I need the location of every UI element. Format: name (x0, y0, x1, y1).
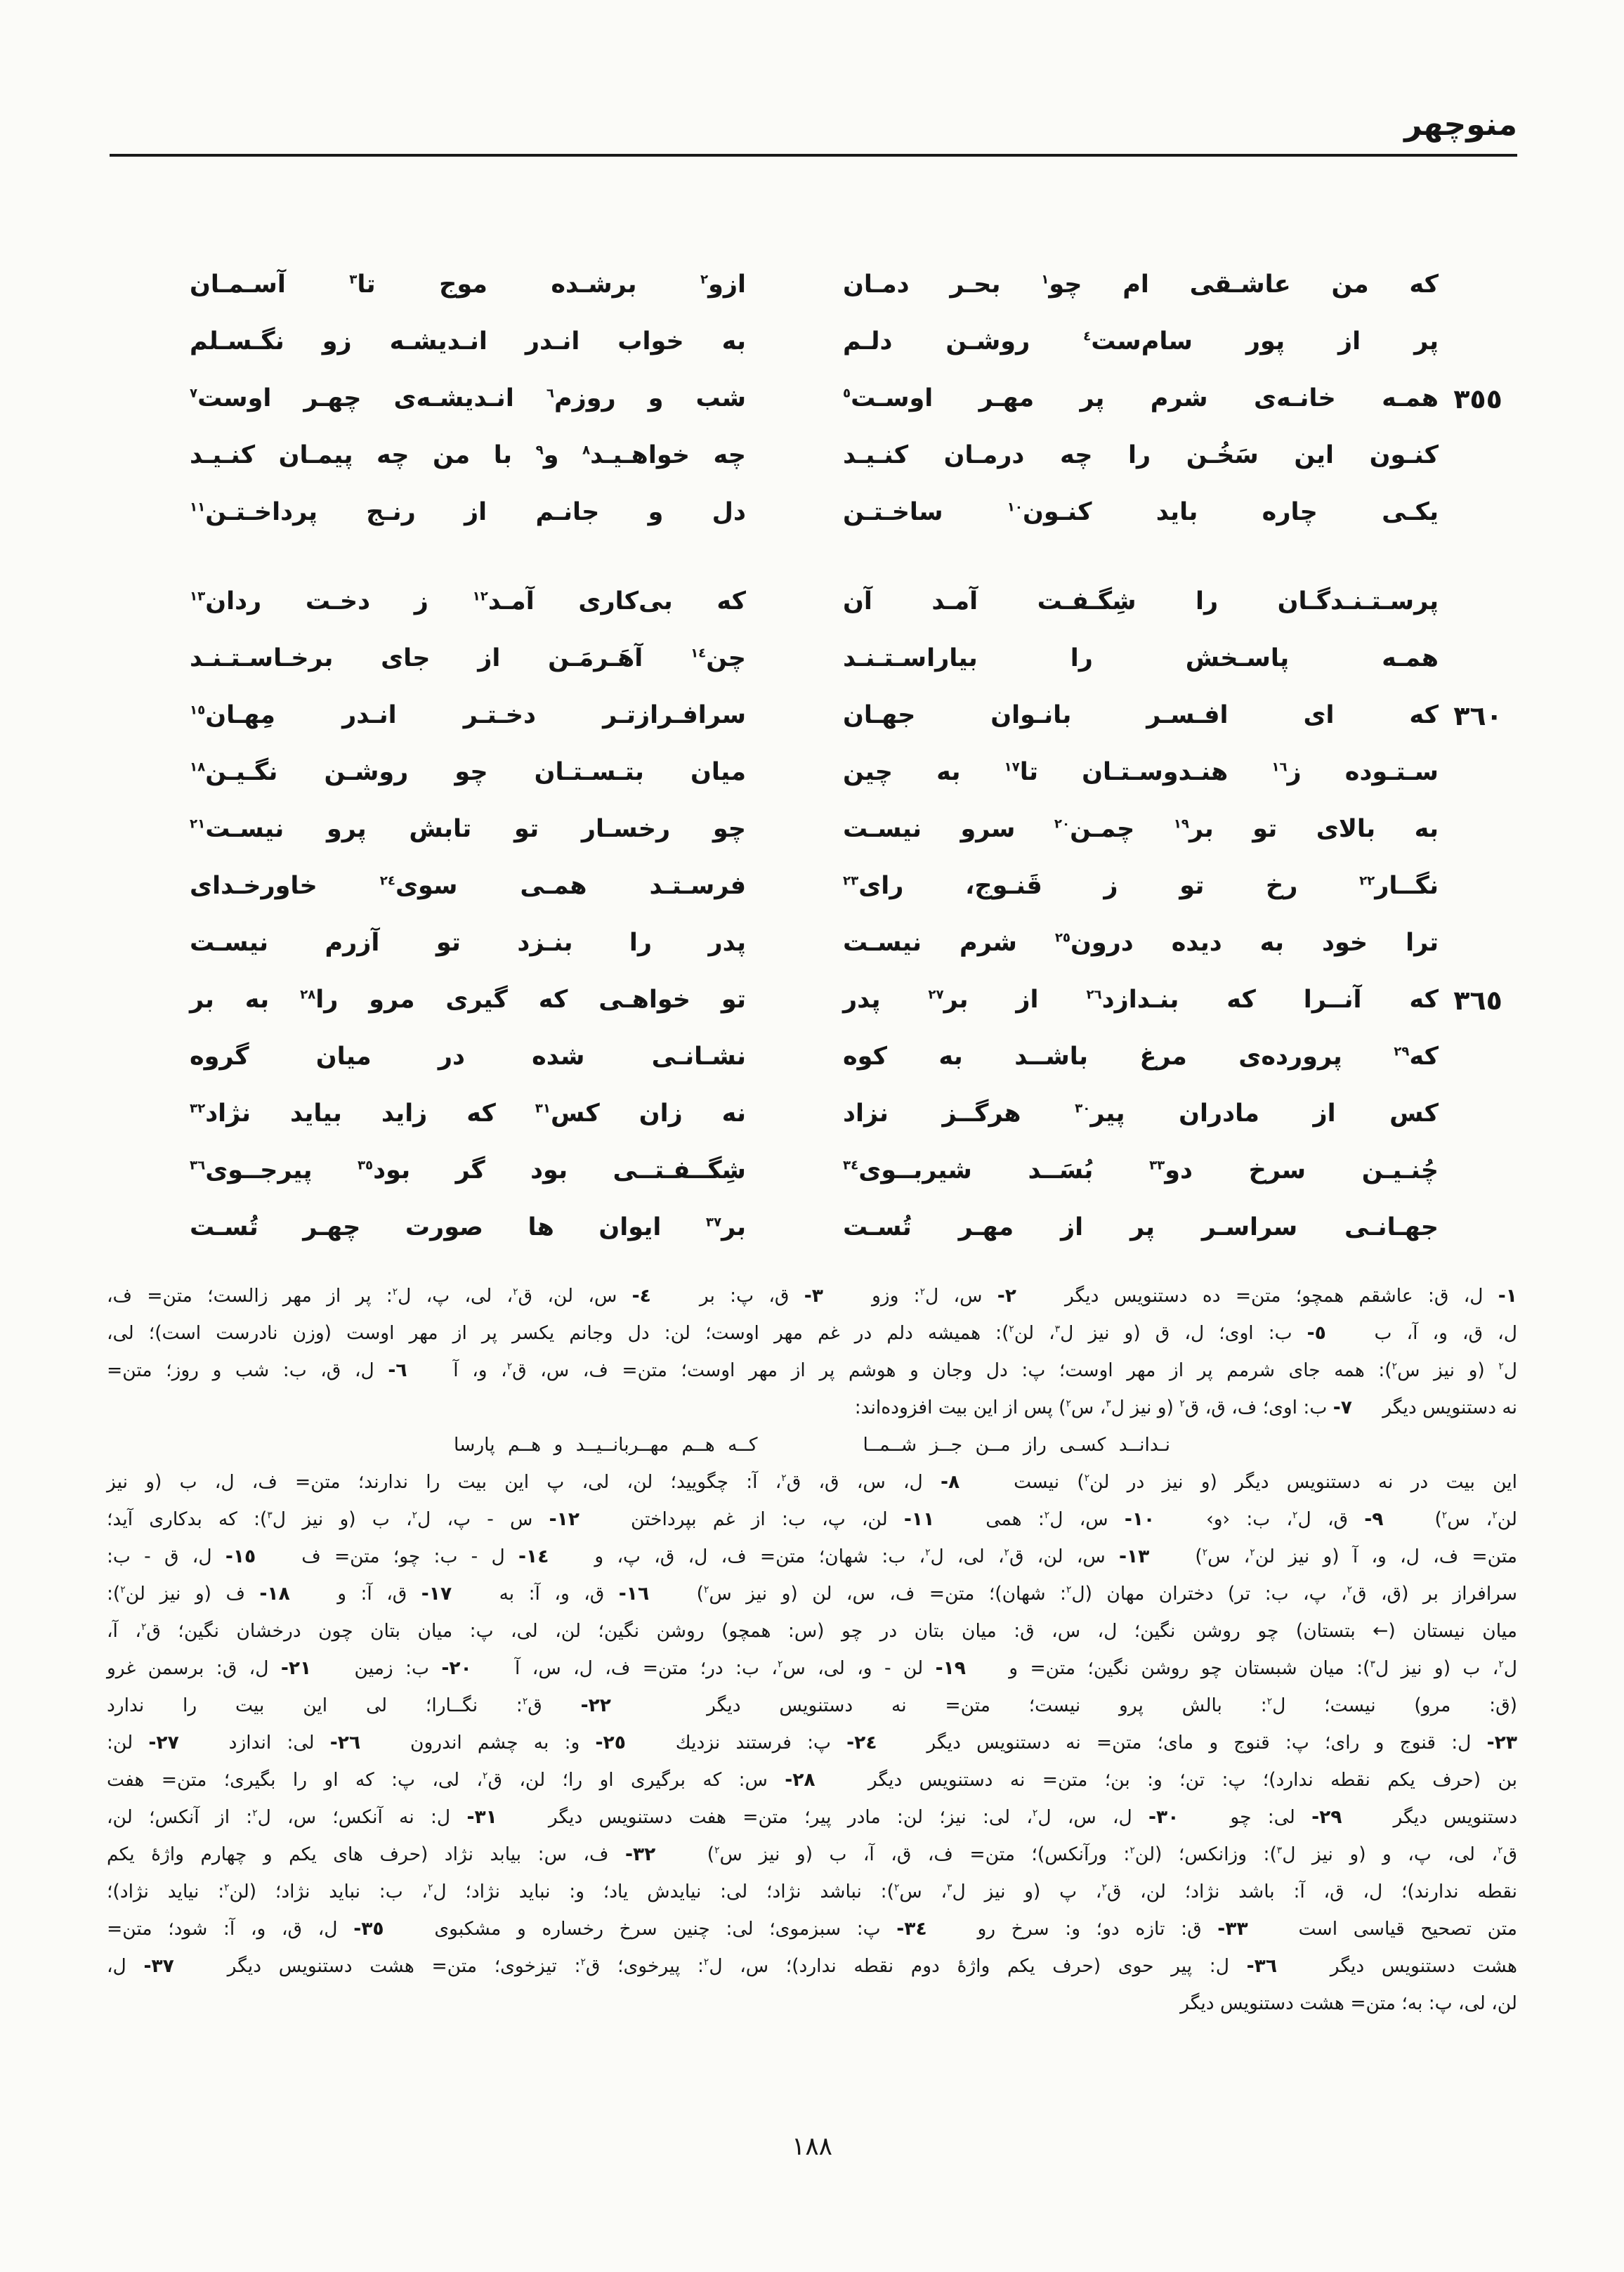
apparatus-line: هشت دستنویس دیگر ٣٦- ل: پیر حوی (حرف یکم واژهٔ دوم نقطه ندارد)؛ س، ل$^٢$: پیرخوی؛ ق$^٢$: تیزخوی؛ متن= هشت دستنویس دیگر ٣٧- ل، (107, 1955, 1518, 1977)
verse-row (107, 1142, 1517, 1199)
hemistich-right: که ای افـسـر بانـوان جهـان (843, 701, 1439, 730)
verse-row (107, 972, 1517, 1029)
apparatus-line: بن (حرف یکم نقطه ندارد)؛ پ: تن؛ و: بن؛ متن= نه دستنویس دیگر ٢٨- س: که برگیری او را؛ لن، ق$^٢$، لی، پ: که او را بگیری؛ متن= هفت (107, 1769, 1517, 1791)
apparatus-line: این بیت در نه دستنویس دیگر (و نیز در لن$^٢$) نیست ٨- ل، س، ق، ق$^٢$، آ: چگویید؛ لن، لی، پ این بیت را ندارند؛ متن= ف، ل، ب (و نیز (107, 1471, 1517, 1493)
apparatus-line: دستنویس دیگر ٢٩- لی: چو ٣٠- ل، س، ل$^٢$، لی: نیز؛ لن: مادر پیر؛ متن= هفت دستنویس دیگر ٣١- ل: نه آنکس؛ س، ل$^٢$: از آنکس؛ لن، (107, 1806, 1518, 1828)
hemistich-left: پدر را بنـزد تو آزرم نیسـت (190, 929, 746, 958)
running-header (0, 0, 1624, 143)
hemistich-left: تو خواهـی که گیری مرو را$^{٢٨}$ به بر (190, 986, 747, 1014)
hemistich-left: چو رخسـار تو تابش پرو نیسـت$^{٢١}$ (190, 815, 746, 844)
hemistich-left: به خواب انـدر انـدیشـه زو نگـسـلم (190, 327, 746, 356)
hemistich-right: که من عاشـقی ام چو$^١$ بحـر دمـان (843, 270, 1439, 299)
hemistich-right: که$^{٢٩}$ پرورده‌ی مرغ باشــد به کوه (843, 1043, 1439, 1071)
verse-row (107, 1085, 1517, 1142)
verse-row (107, 744, 1517, 801)
verse-row (107, 313, 1517, 370)
apparatus-line: متن تصحیح قیاسی است ٣٣- ق: تازه دو؛ و: سرخ رو ٣٤- پ: سبزموی؛ لی: چنین سرخ رخساره و مشکبوی ٣٥- ل، ق، و، آ: شود؛ متن= (107, 1918, 1518, 1940)
apparatus-line: ق$^٢$، لی، پ، و (و نیز ل$^٣$): وزانکس؛ (لن$^٢$: ورآنکس)؛ متن= ف، ق، آ، ب (و نیز س$^٢$) ٣٢- ف، س: بیابد نژاد (حرف های یکم و چهارم واژهٔ یکم (107, 1843, 1518, 1865)
hemistich-right: همـه خانـه‌ی شرم پر مهـر اوسـت$^٥$ (843, 384, 1439, 413)
hemistich-left: ازو$^٢$ برشـده موج تا$^٣$ آسـمـان (190, 270, 746, 299)
hemistich-right: یکـی چاره باید کنـون$^{١٠}$ ساخـتـن (843, 498, 1439, 527)
page-number: ١٨٨ (791, 2132, 832, 2161)
hemistich-right: نگــار$^{٢٢}$ رخ تو ز قَنـوج، رای$^{٢٣}$ (843, 872, 1439, 901)
hemistich-right: پر از پور سام‌ست$^٤$ روشـن دلـم (843, 327, 1439, 356)
verse-row (107, 801, 1517, 858)
apparatus-line: ل$^٢$ (و نیز س$^٢$): همه جای شرمم پر از مهر اوست؛ پ: دل وجان و هوشم پر از مهر اوست؛ متن= ف، س، ق$^٢$، و، آ ٦- ل، ق، ب: شب و روز؛ متن= (107, 1359, 1517, 1381)
verse-row (107, 484, 1517, 541)
apparatus-line: ل، ق، و، آ، ب ٥- ب: اوی؛ ل، ق (و نیز ل$^٣$، لن$^٢$): همیشه دلم در غم مهر اوست؛ لن: دل وجانم یکسر پر از مهر اوست (وزن نادرست است)؛ لی، (107, 1322, 1517, 1344)
hemistich-right: سـتـوده ز$^{١٦}$ هنـدوسـتـان تا$^{١٧}$ به چین (843, 758, 1439, 787)
hemistich-left: سرافـرازتـر دخـتـر انـدر مِهـان$^{١٥}$ (190, 701, 746, 730)
hemistich-left: شب و روزم$^٦$ انـدیشـه‌ی چهـر اوست$^٧$ (190, 384, 746, 413)
hemistich-right: کنـون این سَخُـن را چه درمـان کنـیـد (843, 441, 1439, 470)
hemistich-right: ترا خود به دیده درون$^{٢٥}$ شرم نیسـت (843, 929, 1439, 958)
hemistich-left: شِگــفـتــی بود گر بود$^{٣٥}$ پیرجــوی$^{٣٦}$ (190, 1156, 746, 1185)
apparatus-line: ٢٣- ل: قنوج و رای؛ پ: قنوج و مای؛ متن= نه دستنویس دیگر ٢٤- پ: فرستند نزدیك ٢٥- و: به چشم اندرون ٢٦- لی: اندازد ٢٧- لن: (107, 1732, 1517, 1754)
hemistich-left: دل و جانـم از رنـج پرداخـتـن$^{١١}$ (190, 498, 746, 527)
hemistich-right: که آنــرا که بنـدازد$^{٢٦}$ از بر$^{٢٧}$ پدر (843, 986, 1439, 1014)
apparatus-line: متن= ف، ل، و، آ (و نیز لن$^٢$، س$^٢$) ١٣- س، لن، ق$^٢$، لی، ل$^٢$، ب: شهان؛ متن= ف، ل، ق، پ، و ١٤- ل - ب: چو؛ متن= ف ١٥- ل، ق - ب: (107, 1546, 1518, 1567)
apparatus-line: لن، لی، پ: به؛ متن= هشت دستنویس دیگر (1180, 1992, 1517, 2014)
verse-row (107, 370, 1517, 427)
poem-block (107, 256, 1517, 1256)
verse-number: ٣٦٠ (1453, 700, 1502, 731)
verse-row (107, 427, 1517, 484)
verse-row (107, 858, 1517, 915)
hemistich-left: فرسـتـد همـی سوی$^{٢٤}$ خاورخـدای (190, 872, 746, 901)
verse-number: ٣٥٥ (1453, 383, 1502, 414)
hemistich-left: چن$^{١٤}$ آهَـرمَـن از جای برخـاسـتـنـد (190, 644, 746, 673)
verse-row (107, 1029, 1517, 1085)
hemistich-left: نه زان کس$^{٣١}$ که زاید بیاید نژاد$^{٣٢}$ (190, 1099, 746, 1128)
verse-row (107, 630, 1517, 687)
verse-row (107, 687, 1517, 744)
hemistich-left: چه خواهـیـد$^٨$ و$^٩$ با من چه پیمـان کنـیـد (190, 441, 746, 470)
hemistich-left: که بی‌کاری آمـد$^{١٢}$ ز دخـت ردان$^{١٣}$ (190, 587, 746, 616)
hemistich-left: میان بتـسـتـان چو روشـن نگـیـن$^{١٨}$ (190, 758, 746, 787)
hemistich-right: پرسـتـنـدگـان را شِگـفـت آمـد آن (843, 587, 1439, 616)
chapter-title: منوچهر (1404, 107, 1517, 143)
header-rule (110, 154, 1517, 157)
hemistich-right: چُنـیـن سرخ دو$^{٣٣}$ بُسَــد شیربــوی$^{٣٤}$ (843, 1156, 1439, 1185)
hemistich-right: جهـانـی سراسـر پر از مهـر تُسـت (843, 1213, 1439, 1242)
hemistich-right: همـه پاسـخش را بیاراسـتـنـد (843, 644, 1439, 673)
verse-row (107, 1199, 1517, 1256)
variant-couplet (107, 1426, 1517, 1463)
hemistich-left: بر$^{٣٧}$ ایوان ها صورت چهـر تُسـت (190, 1213, 746, 1242)
apparatus-line: نقطه ندارند)؛ ل، ق، آ: باشد نژاد؛ لن، ق$^٢$، پ (و نیز ل$^٣$، س$^٢$): نباشد نژاد؛ لی: نیایدش یاد؛ و: نباید نژاد؛ ل$^٢$، ب: نباید نژاد؛ (لن$^٢$: نیاید نژاد)؛ (107, 1881, 1517, 1902)
apparatus-line: ل$^٢$، ب (و نیز ل$^٣$): میان شبستان چو روشن نگین؛ متن= و ١٩- لن - و، لی، س$^٢$، ب: در؛ متن= ف، ل، س، آ ٢٠- ب: زمین ٢١- ل، ق: برسمن غرو (107, 1657, 1517, 1679)
verse-number: ٣٦٥ (1453, 984, 1502, 1016)
critical-apparatus (107, 1277, 1517, 2022)
apparatus-line: ١- ل، ق: عاشقم همچو؛ متن= ده دستنویس دیگر ٢- س، ل$^٢$: وزو ٣- ق، پ: بر ٤- س، لن، ق$^٢$، لی، پ، ل$^٢$: پر از مهر زالست؛ متن= ف، (107, 1285, 1517, 1307)
apparatus-line: سرافراز بر (ق، ق$^٢$، پ، ب: تر) دختران مهان (ل$^٢$: شهان)؛ متن= ف، س، لن (و نیز س$^٢$) ١٦- ق، و، آ: به ١٧- ق، آ: و ١٨- ف (و نیز لن$^٢$): (107, 1583, 1518, 1605)
hemistich-right: کس از مادران پیر$^{٣٠}$ هرگــز نزاد (843, 1099, 1439, 1128)
variant-couplet-right: نـدانــد کسـی راز مــن جــز شــمــا (863, 1434, 1170, 1456)
verse-row (107, 915, 1517, 972)
hemistich-left: نشـانـی شده در میان گروه (190, 1043, 746, 1071)
hemistich-right: به بالای تو بر$^{١٩}$ چمـن$^{٢٠}$ سرو نیسـت (843, 815, 1439, 844)
verse-row (107, 573, 1517, 630)
variant-couplet-left: کــه هــم مهــربانــیــد و هــم پارسا (454, 1434, 758, 1456)
apparatus-line: میان نیستان (← بتستان) چو روشن نگین؛ ل، س، ق: میان بتان در چو (س: همچو) روشن نگین؛ لن، لی، پ: میان بتان چون درخشان نگین؛ ق$^٢$، آ، (107, 1620, 1517, 1642)
apparatus-line: (ق: مرو) نیست؛ ل$^٢$: بالش پرو نیست؛ متن= نه دستنویس دیگر ٢٢- ق$^٢$: نگــارا؛ لی این بیت را ندارد (107, 1695, 1518, 1716)
apparatus-line: لن$^٢$، س$^٢$) ٩- ق، ل$^٢$، ب: ‹و› ١٠- س، ل$^٢$: همی ١١- لن، پ، ب: از غم بپرداختن ١٢- س - پ، ل$^٢$، ب (و نیز ل$^٣$): که بدکاری آید؛ (107, 1508, 1517, 1530)
verse-row (107, 256, 1517, 313)
apparatus-line: نه دستنویس دیگر ٧- ب: اوی؛ ف، ق، ق$^٢$ (و نیز ل$^٣$، س$^٢$) پس از این بیت افزوده‌اند: (854, 1397, 1517, 1418)
